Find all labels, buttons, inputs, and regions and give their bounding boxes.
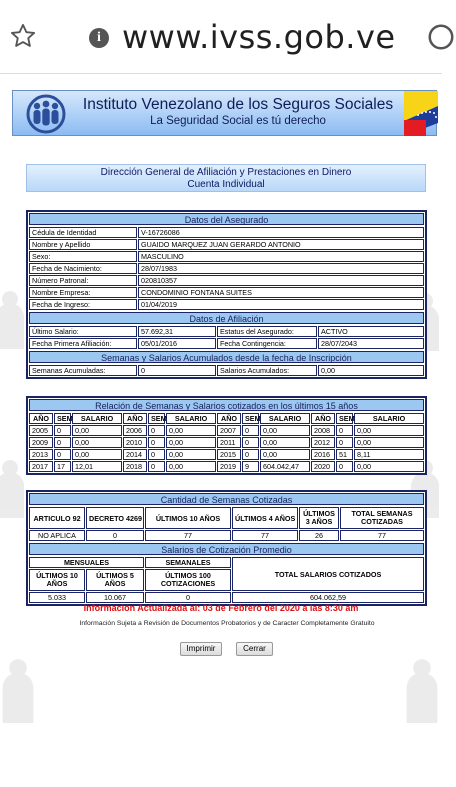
salary-cell: 0,00 <box>72 437 122 448</box>
header-articulo-92: ARTICULO 92 <box>29 507 85 529</box>
row-label: Fecha de Ingreso: <box>29 299 137 310</box>
header-ultimos-3: ÚLTIMOS 3 AÑOS <box>299 507 339 529</box>
weeks-cell: 9 <box>242 461 259 472</box>
year-cell: 2007 <box>217 425 241 436</box>
site-info-icon[interactable]: i <box>89 28 109 48</box>
table-row <box>29 326 424 337</box>
year-cell: 2018 <box>123 461 147 472</box>
year-cell: 2005 <box>29 425 53 436</box>
watermark-logo-icon <box>0 650 40 730</box>
column-header: AÑO <box>123 413 147 424</box>
table-row <box>29 263 424 274</box>
url-text[interactable]: www.ivss.gob.ve <box>122 18 396 56</box>
salary-cell: 0,00 <box>260 437 310 448</box>
row-value: 01/04/2019 <box>138 299 424 310</box>
value-ultimos-5-anos: 10.067 <box>86 592 144 603</box>
salarios-acumulados-value: 0,00 <box>318 365 424 376</box>
salarios-acumulados-label: Salarios Acumulados: <box>217 365 317 376</box>
value-ultimos-3: 26 <box>299 530 339 541</box>
heading-line2: Cuenta Individual <box>187 179 265 190</box>
table-header-row <box>29 413 424 424</box>
value-decreto-4269: 0 <box>86 530 144 541</box>
salary-cell: 0,00 <box>166 425 216 436</box>
row-label: Sexo: <box>29 251 137 262</box>
table-row <box>29 287 424 298</box>
column-header: SALARIO <box>72 413 122 424</box>
salary-cell: 0,00 <box>354 425 424 436</box>
header-total-semanas: TOTAL SEMANAS COTIZADAS <box>340 507 424 529</box>
column-header: AÑO <box>29 413 53 424</box>
value-total-semanas: 77 <box>340 530 424 541</box>
row-value: CONDOMINIO FONTANA SUITES <box>138 287 424 298</box>
weeks-cell: 0 <box>336 461 353 472</box>
bookmark-star-icon[interactable] <box>9 22 37 50</box>
header-ultimos-100: ÚLTIMOS 100 COTIZACIONES <box>145 569 231 591</box>
semanas-acumuladas-value: 0 <box>138 365 216 376</box>
table-row <box>29 425 424 436</box>
salary-cell: 0,00 <box>354 437 424 448</box>
row-value: GUAIDO MARQUEZ JUAN GERARDO ANTONIO <box>138 239 424 250</box>
table-row <box>29 299 424 310</box>
table-row <box>29 338 424 349</box>
table-row <box>29 437 424 448</box>
salary-cell: 604.042,47 <box>260 461 310 472</box>
weeks-cell: 0 <box>336 425 353 436</box>
salary-cell: 0,00 <box>72 449 122 460</box>
column-header: SALARIO <box>166 413 216 424</box>
table-row <box>29 461 424 472</box>
table-header-row <box>29 507 424 529</box>
year-cell: 2015 <box>217 449 241 460</box>
weeks-cell: 17 <box>54 461 71 472</box>
browser-menu-icon[interactable] <box>426 22 456 52</box>
ultimo-salario-value: 57.692,31 <box>138 326 216 337</box>
primera-afiliacion-label: Fecha Primera Afiliación: <box>29 338 137 349</box>
salary-cell: 0,00 <box>166 437 216 448</box>
table-row <box>29 227 424 238</box>
estatus-value: ACTIVO <box>318 326 424 337</box>
print-button[interactable]: Imprimir <box>180 642 222 656</box>
column-header: SALARIO <box>260 413 310 424</box>
banner-subtitle: La Seguridad Social es tú derecho <box>150 115 326 127</box>
column-header: SEM <box>242 413 259 424</box>
value-ultimos-10-anos: 5.033 <box>29 592 85 603</box>
row-label: Nombre Empresa: <box>29 287 137 298</box>
fifteen-years-table <box>28 412 425 473</box>
table-row <box>29 239 424 250</box>
value-ultimos-100: 0 <box>145 592 231 603</box>
year-cell: 2006 <box>123 425 147 436</box>
weeks-cell: 0 <box>54 449 71 460</box>
contingencia-value: 28/07/2043 <box>318 338 424 349</box>
header-ultimos-4: ÚLTIMOS 4 AÑOS <box>232 507 298 529</box>
semanas-acumuladas-label: Semanas Acumuladas: <box>29 365 137 376</box>
page-heading <box>26 164 426 192</box>
banner-title: Instituto Venezolano de los Seguros Sociales <box>82 96 394 113</box>
weeks-cell: 0 <box>148 449 165 460</box>
salary-cell: 0,00 <box>260 449 310 460</box>
insured-data-table <box>28 226 425 311</box>
header-semanales: SEMANALES <box>145 557 231 568</box>
value-articulo-92: NO APLICA <box>29 530 85 541</box>
weeks-cell: 0 <box>148 437 165 448</box>
row-value: 020810357 <box>138 275 424 286</box>
table-row <box>29 251 424 262</box>
contributions-panel <box>26 490 427 606</box>
weeks-cell: 0 <box>242 425 259 436</box>
update-notice: Información Actualizada al: 03 de Febrero del 2020 a las 8:30 am <box>83 603 359 613</box>
value-ultimos-4: 77 <box>232 530 298 541</box>
section-title-cotizadas: Cantidad de Semanas Cotizadas <box>29 493 424 505</box>
primera-afiliacion-value: 05/01/2016 <box>138 338 216 349</box>
column-header: SEM <box>336 413 353 424</box>
table-row <box>29 275 424 286</box>
salary-cell: 0,00 <box>72 425 122 436</box>
weeks-cell: 0 <box>54 437 71 448</box>
row-label: Nombre y Apellido <box>29 239 137 250</box>
affiliation-table <box>28 325 425 350</box>
header-total-salarios: TOTAL SALARIOS COTIZADOS <box>232 557 424 591</box>
table-row <box>29 365 424 376</box>
year-cell: 2010 <box>123 437 147 448</box>
salary-cell: 12,01 <box>72 461 122 472</box>
table-row <box>29 592 424 603</box>
estatus-label: Estatus del Asegurado: <box>217 326 317 337</box>
salary-cell: 0,00 <box>260 425 310 436</box>
fifteen-years-panel <box>26 396 427 475</box>
section-title-relacion: Relación de Semanas y Salarios cotizados en los últimos 15 años <box>29 399 424 411</box>
row-value: MASCULINO <box>138 251 424 262</box>
year-cell: 2014 <box>123 449 147 460</box>
row-label: Fecha de Nacimiento: <box>29 263 137 274</box>
table-header-row <box>29 557 424 568</box>
venezuela-flag-icon <box>404 91 438 136</box>
salary-cell: 0,00 <box>354 461 424 472</box>
year-cell: 2011 <box>217 437 241 448</box>
section-title-afiliacion: Datos de Afiliación <box>29 312 424 324</box>
section-title-promedio: Salarios de Cotización Promedio <box>29 543 424 555</box>
year-cell: 2012 <box>311 437 335 448</box>
year-cell: 2017 <box>29 461 53 472</box>
column-header: AÑO <box>217 413 241 424</box>
column-header: SALARIO <box>354 413 424 424</box>
salary-cell: 0,00 <box>166 461 216 472</box>
year-cell: 2009 <box>29 437 53 448</box>
column-header: AÑO <box>311 413 335 424</box>
year-cell: 2020 <box>311 461 335 472</box>
table-row <box>29 449 424 460</box>
salary-cell: 0,00 <box>166 449 216 460</box>
header-mensuales: MENSUALES <box>29 557 144 568</box>
weeks-cell: 0 <box>242 437 259 448</box>
watermark-logo-icon <box>400 650 444 730</box>
weeks-cell: 0 <box>54 425 71 436</box>
close-button[interactable]: Cerrar <box>236 642 273 656</box>
value-total-salarios: 604.062,59 <box>232 592 424 603</box>
weeks-cell: 51 <box>336 449 353 460</box>
table-row <box>29 530 424 541</box>
ivss-banner <box>12 90 437 136</box>
header-ultimos-10: ÚLTIMOS 10 AÑOS <box>145 507 231 529</box>
year-cell: 2016 <box>311 449 335 460</box>
weeks-contributed-table <box>28 506 425 542</box>
row-value: 28/07/1983 <box>138 263 424 274</box>
average-salaries-table <box>28 556 425 604</box>
row-label: Cédula de Identidad <box>29 227 137 238</box>
year-cell: 2008 <box>311 425 335 436</box>
year-cell: 2019 <box>217 461 241 472</box>
year-cell: 2013 <box>29 449 53 460</box>
salary-cell: 8,11 <box>354 449 424 460</box>
browser-address-bar <box>0 0 442 74</box>
contingencia-label: Fecha Contingencia: <box>217 338 317 349</box>
ultimo-salario-label: Último Salario: <box>29 326 137 337</box>
weeks-cell: 0 <box>148 461 165 472</box>
weeks-cell: 0 <box>148 425 165 436</box>
accumulated-table <box>28 364 425 377</box>
weeks-cell: 0 <box>242 449 259 460</box>
value-ultimos-10: 77 <box>145 530 231 541</box>
weeks-cell: 0 <box>336 437 353 448</box>
disclaimer-note: Información Sujeta a Revisión de Documentos Probatorios y de Caracter Completamente Gratuito <box>79 620 375 627</box>
header-decreto-4269: DECRETO 4269 <box>86 507 144 529</box>
header-ultimos-5-anos: ÚLTIMOS 5 AÑOS <box>86 569 144 591</box>
row-value: V-16726086 <box>138 227 424 238</box>
heading-line1: Dirección General de Afiliación y Prestaciones en Dinero <box>100 167 352 178</box>
section-title-asegurado: Datos del Asegurado <box>29 213 424 225</box>
header-ultimos-10-anos: ÚLTIMOS 10 AÑOS <box>29 569 85 591</box>
column-header: SEM <box>148 413 165 424</box>
insured-data-panel <box>26 210 427 379</box>
ivss-logo-icon <box>18 94 74 134</box>
section-title-acumulados: Semanas y Salarios Acumulados desde la fecha de Inscripción <box>29 351 424 363</box>
row-label: Número Patronal: <box>29 275 137 286</box>
column-header: SEM <box>54 413 71 424</box>
